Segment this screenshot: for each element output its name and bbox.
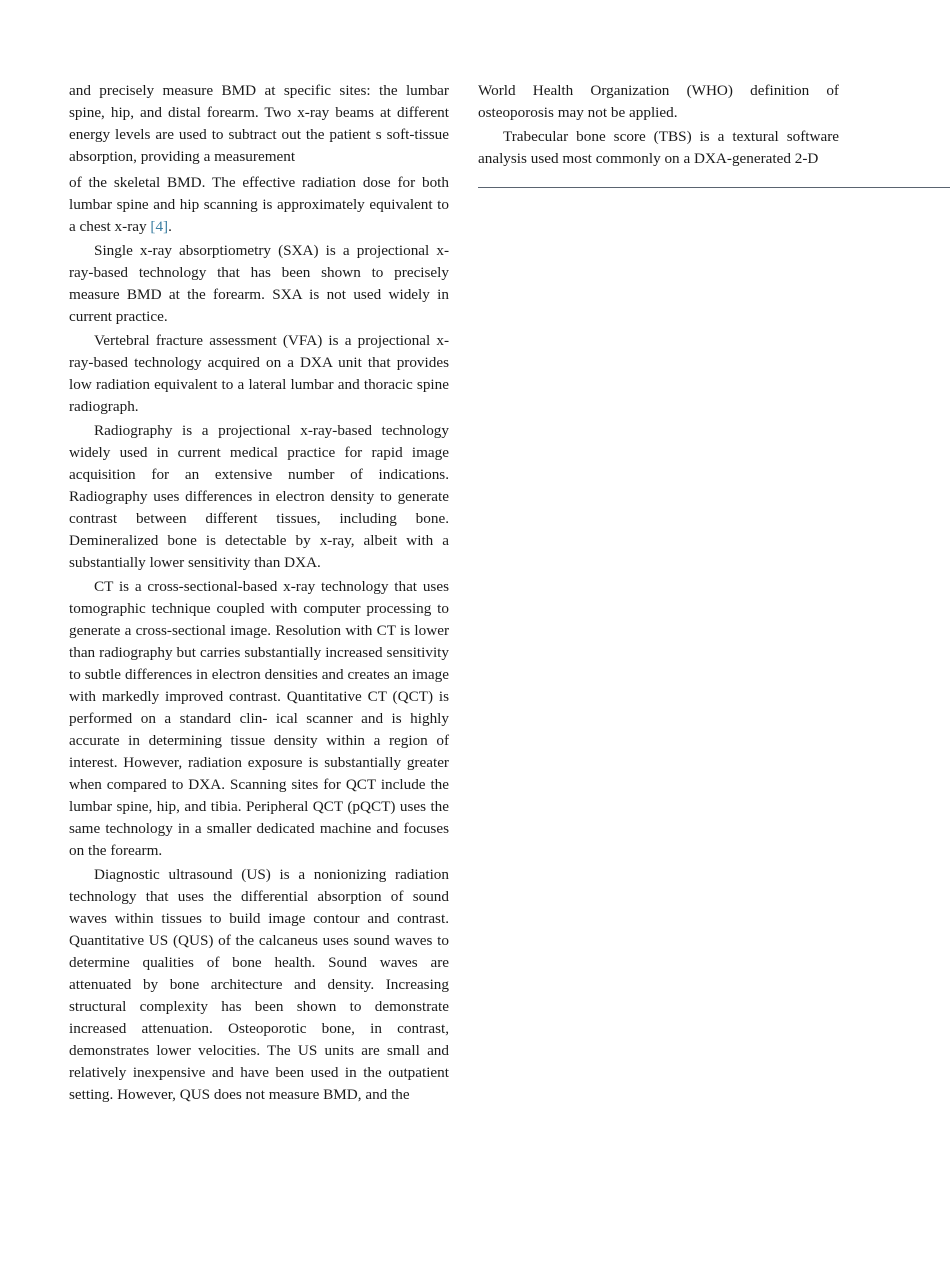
paragraph-dxa-continued: and precisely measure BMD at specific sites: the lumbar spine, hip, and distal forearm. Two x-ray beams at different energy levels are used to subtract out the patient s soft-tissue absorption, providing a measurement: [69, 82, 449, 165]
paragraph-skeletal-bmd-end: .: [168, 218, 172, 235]
right-column: [478, 80, 839, 172]
paragraph-ct: CT is a cross-sectional-based x-ray technology that uses tomographic technique coupled with computer processing to generate a cross-sectional image. Resolution with CT is lower than radiography but carries substantially increased sensitivity to subtle differences in electron densities and creates an image with markedly improved contrast. Quantitative CT (QCT) is performed on a standard clin- ical scanner and is highly accurate in determining tissue density within a region of interest. However, radiation exposure is substantially greater when compared to DXA. Scanning sites for QCT include the lumbar spine, hip, and tibia. Peripheral QCT (pQCT) uses the same technology in a smaller dedicated machine and focuses on the forearm.: [69, 578, 449, 859]
paragraph-vfa: Vertebral fracture assessment (VFA) is a projectional x-ray-based technology acquired on a DXA unit that provides low radiation equivalent to a lateral lumbar and thoracic spine radiograph.: [69, 332, 449, 415]
paragraph-sxa: Single x-ray absorptiometry (SXA) is a projectional x-ray-based technology that has been shown to precisely measure BMD at the forearm. SXA is not used widely in current practice.: [69, 242, 449, 325]
horizontal-rule: [478, 187, 950, 188]
paragraph-tbs: Trabecular bone score (TBS) is a textural software analysis used most commonly on a DXA-generated 2-D: [478, 128, 839, 167]
paragraph-skeletal-bmd: [69, 172, 449, 238]
reference-link-4[interactable]: [4]: [150, 218, 169, 235]
paragraph-who-definition: World Health Organization (WHO) definition of osteoporosis may not be applied.: [478, 82, 839, 121]
left-column: [69, 80, 449, 1108]
paragraph-skeletal-bmd-text: of the skeletal BMD. The effective radiation dose for both lumbar spine and hip scanning is approximately equivalent to a chest x-ray: [69, 174, 449, 235]
paragraph-radiography: Radiography is a projectional x-ray-based technology widely used in current medical practice for rapid image acquisition for an extensive number of indications. Radiography uses differences in electron density to generate contrast between different tissues, including bone. Demineralized bone is detectable by x-ray, albeit with a substantially lower sensitivity than DXA.: [69, 422, 449, 571]
paragraph-ultrasound: Diagnostic ultrasound (US) is a nonionizing radiation technology that uses the differential absorption of sound waves within tissues to build image contour and contrast. Quantitative US (QUS) of the calcaneus uses sound waves to determine qualities of bone health. Sound waves are attenuated by bone architecture and density. Increasing structural complexity has been shown to demonstrate increased attenuation. Osteoporotic bone, in contrast, demonstrates lower velocities. The US units are small and relatively inexpensive and have been used in the outpatient setting. However, QUS does not measure BMD, and the: [69, 866, 449, 1103]
